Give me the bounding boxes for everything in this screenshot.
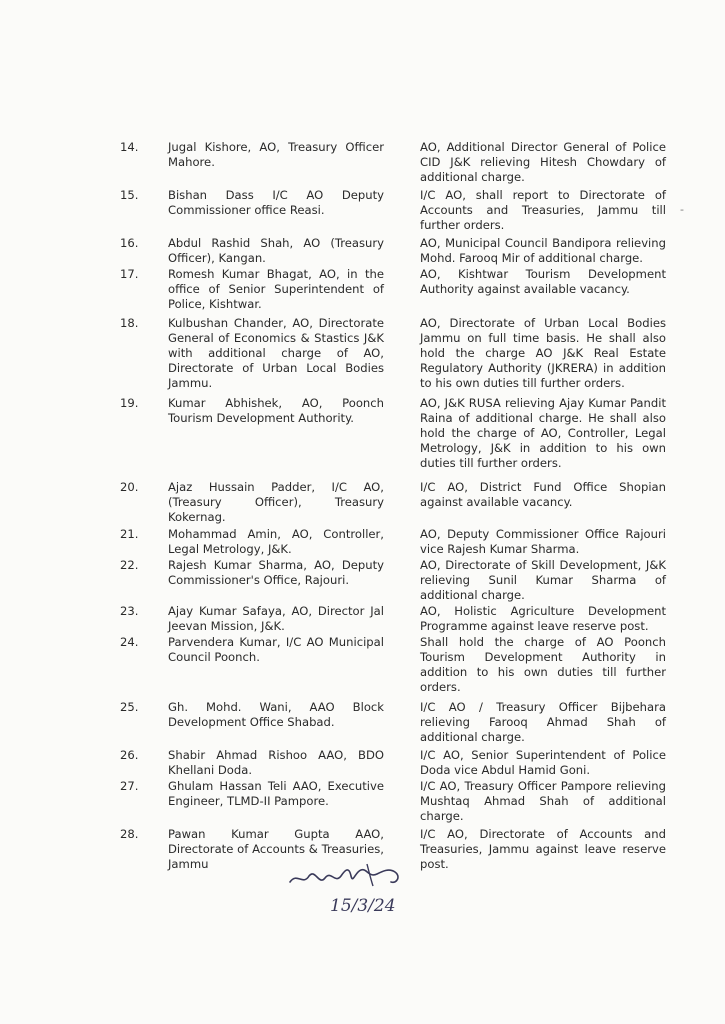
margin-mark: -	[680, 203, 684, 216]
posting-detail: AO, Directorate of Urban Local Bodies Jammu on full time basis. He shall also hold the charge AO J&K Real Estate Regulatory Authority (JKRERA) in addition to his own duties till further orders.	[420, 316, 666, 390]
officer-name: Abdul Rashid Shah, AO (Treasury Officer), Kangan.	[168, 236, 384, 265]
posting-detail: I/C AO, Treasury Officer Pampore relieving Mushtaq Ahmad Shah of additional charge.	[420, 779, 666, 823]
posting-detail: AO, Deputy Commissioner Office Rajouri vice Rajesh Kumar Sharma.	[420, 527, 666, 556]
officer-name: Kumar Abhishek, AO, Poonch Tourism Development Authority.	[168, 396, 384, 425]
serial-number: 26.	[120, 748, 139, 762]
officer-name: Rajesh Kumar Sharma, AO, Deputy Commissioner's Office, Rajouri.	[168, 558, 384, 587]
officer-name: Pawan Kumar Gupta AAO, Directorate of Accounts & Treasuries, Jammu	[168, 827, 384, 871]
serial-number: 22.	[120, 558, 139, 572]
officer-name: Mohammad Amin, AO, Controller, Legal Metrology, J&K.	[168, 527, 384, 556]
posting-detail: I/C AO, District Fund Office Shopian against available vacancy.	[420, 480, 666, 509]
serial-number: 19.	[120, 396, 139, 410]
posting-detail: AO, Holistic Agriculture Development Programme against leave reserve post.	[420, 604, 666, 633]
serial-number: 24.	[120, 635, 139, 649]
posting-detail: I/C AO, Directorate of Accounts and Treasuries, Jammu against leave reserve post.	[420, 827, 666, 871]
serial-number: 27.	[120, 779, 139, 793]
signature-date: 15/3/24	[330, 896, 396, 916]
officer-name: Ghulam Hassan Teli AAO, Executive Engineer, TLMD-II Pampore.	[168, 779, 384, 808]
serial-number: 20.	[120, 480, 139, 494]
serial-number: 16.	[120, 236, 139, 250]
serial-number: 28.	[120, 827, 139, 841]
posting-detail: I/C AO / Treasury Officer Bijbehara relieving Farooq Ahmad Shah of additional charge.	[420, 700, 666, 744]
serial-number: 14.	[120, 140, 139, 154]
posting-detail: AO, Additional Director General of Police CID J&K relieving Hitesh Chowdary of additional charge.	[420, 140, 666, 184]
serial-number: 25.	[120, 700, 139, 714]
officer-name: Jugal Kishore, AO, Treasury Officer Mahore.	[168, 140, 384, 169]
posting-detail: AO, Municipal Council Bandipora relieving Mohd. Farooq Mir of additional charge.	[420, 236, 666, 265]
officer-name: Parvendera Kumar, I/C AO Municipal Council Poonch.	[168, 635, 384, 664]
serial-number: 17.	[120, 267, 139, 281]
officer-name: Bishan Dass I/C AO Deputy Commissioner office Reasi.	[168, 188, 384, 217]
posting-detail: AO, Kishtwar Tourism Development Authority against available vacancy.	[420, 267, 666, 296]
posting-detail: I/C AO, Senior Superintendent of Police Doda vice Abdul Hamid Goni.	[420, 748, 666, 777]
posting-detail: Shall hold the charge of AO Poonch Tourism Development Authority in addition to his own duties till further orders.	[420, 635, 666, 694]
serial-number: 23.	[120, 604, 139, 618]
officer-name: Ajaz Hussain Padder, I/C AO, (Treasury Officer), Treasury Kokernag.	[168, 480, 384, 524]
posting-detail: AO, J&K RUSA relieving Ajay Kumar Pandit Raina of additional charge. He shall also hold the charge of AO, Controller, Legal Metrology, J&K in addition to his own duties till further orders.	[420, 396, 666, 470]
officer-name: Shabir Ahmad Rishoo AAO, BDO Khellani Doda.	[168, 748, 384, 777]
officer-name: Ajay Kumar Safaya, AO, Director Jal Jeevan Mission, J&K.	[168, 604, 384, 633]
officer-name: Romesh Kumar Bhagat, AO, in the office of Senior Superintendent of Police, Kishtwar.	[168, 267, 384, 311]
serial-number: 18.	[120, 316, 139, 330]
officer-name: Kulbushan Chander, AO, Directorate General of Economics & Stastics J&K with additional charge of AO, Directorate of Urban Local Bodies Jammu.	[168, 316, 384, 390]
posting-detail: AO, Directorate of Skill Development, J&K relieving Sunil Kumar Sharma of additional charge.	[420, 558, 666, 602]
serial-number: 21.	[120, 527, 139, 541]
serial-number: 15.	[120, 188, 139, 202]
posting-detail: I/C AO, shall report to Directorate of Accounts and Treasuries, Jammu till further orders.	[420, 188, 666, 232]
officer-name: Gh. Mohd. Wani, AAO Block Development Office Shabad.	[168, 700, 384, 729]
